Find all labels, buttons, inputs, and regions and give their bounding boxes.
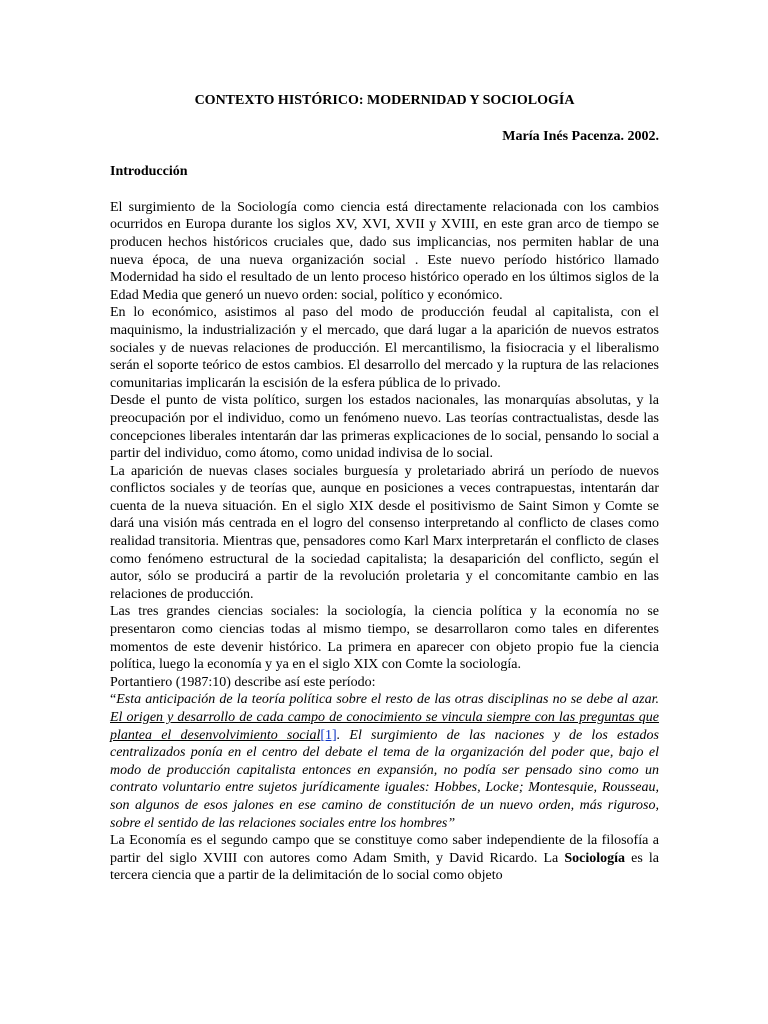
paragraph-7 xyxy=(110,832,659,885)
document-title: CONTEXTO HISTÓRICO: MODERNIDAD Y SOCIOLOGÍA xyxy=(194,93,575,108)
paragraph-1: El surgimiento de la Sociología como ciencia está directamente relacionada con los cambios ocurridos en Europa durante los siglos XV, XVI, XVII y XVIII, en este gran arco de tiempo se producen hechos históricos cruciales que, dado sus implicancias, nos permiten hablar de una nueva época, de una nueva organización social . Este nuevo período histórico llamado Modernidad ha sido el resultado de un lento proceso histórico operado en los últimos siglos de la Edad Media que generó un nuevo orden: social, político y económico. xyxy=(110,199,659,303)
bold-term: Sociología xyxy=(564,850,625,866)
quote-text-1: Esta anticipación de la teoría política sobre el resto de las otras disciplinas no se debe al azar. xyxy=(116,692,659,708)
paragraph-3: Desde el punto de vista político, surgen los estados nacionales, las monarquías absolutas, y la preocupación por el individuo, como un fenómeno nuevo. Las teorías contractualistas, desde las concepciones liberales intentarán dar las primeras explicaciones de lo social, pensando lo social a partir del individuo, como átomo, como unidad indivisa de lo social. xyxy=(110,393,659,462)
paragraph-4: La aparición de nuevas clases sociales burguesía y proletariado abrirá un período de nuevos conflictos sociales y de teorías que, aunque en posiciones a veces contrapuestas, intentarán dar cuenta de la nueva situación. En el siglo XIX desde el positivismo de Saint Simon y Comte se dará una visión más centrada en el logro del consenso interpretando al conflicto de clases como realidad transitoria. Mientras que, pensadores como Karl Marx interpretarán el conflicto de clases como fenómeno estructural de la sociedad capitalista; la desaparición del conflicto, según el autor, sólo se producirá a partir de la revolución proletaria y el concomitante cambio en las relaciones de producción. xyxy=(110,463,659,602)
block-quote xyxy=(110,691,659,832)
paragraph-5: Las tres grandes ciencias sociales: la sociología, la ciencia política y la economía no se presentaron como ciencias todas al mismo tiempo, se desarrollaron como tales en diferentes momentos de este devenir histórico. La primera en aparecer con objeto propio fue la ciencia política, luego la economía y ya en el siglo XIX con Comte la sociología. xyxy=(110,604,659,673)
paragraph-7-continued: es la tercera ciencia que a partir de la delimitación de lo social como objeto xyxy=(110,850,660,884)
quote-underlined-text: El origen y desarrollo de cada campo de conocimiento se vincula siempre con las preguntas que plantea el desenvolvimiento social xyxy=(110,710,659,743)
footnote-link[interactable]: [1] xyxy=(320,727,337,743)
quote-text-2: . El surgimiento de las naciones y de los estados centralizados ponía en el centro del debate el tema de la organización del poder que, bajo el modo de producción capitalista entonces en expansión, no podía ser pensado sino como un contrato voluntario entre sujetos jurídicamente iguales: Hobbes, Locke; Montesquie, Rousseau, son algunos de esos jalones en ese camino de constitución de un nuevo orden, más riguroso, sobre el sentido de las relaciones sociales entre los hombres xyxy=(110,727,659,831)
paragraph-6: Portantiero (1987:10) describe así este período: xyxy=(110,674,376,690)
quote-close-mark: ” xyxy=(447,815,456,831)
quote-open-mark: “ xyxy=(110,692,117,708)
paragraph-7-text: La Economía es el segundo campo que se constituye como saber independiente de la filosofía a partir del siglo XVIII con autores como Adam Smith, y David Ricardo. La xyxy=(110,833,659,866)
author-line: María Inés Pacenza. 2002. xyxy=(502,128,659,144)
paragraph-2: En lo económico, asistimos al paso del modo de producción feudal al capitalista, con el maquinismo, la industrialización y el mercado, que dará lugar a la aparición de nuevos estratos sociales y de nuevas relaciones de producción. El mercantilismo, la fisiocracia y el liberalismo serán el soporte teórico de estos cambios. El desarrollo del mercado y la ruptura de las relaciones comunitarias implicarán la escisión de la esfera pública de lo privado. xyxy=(110,305,659,391)
section-heading: Introducción xyxy=(110,164,188,180)
